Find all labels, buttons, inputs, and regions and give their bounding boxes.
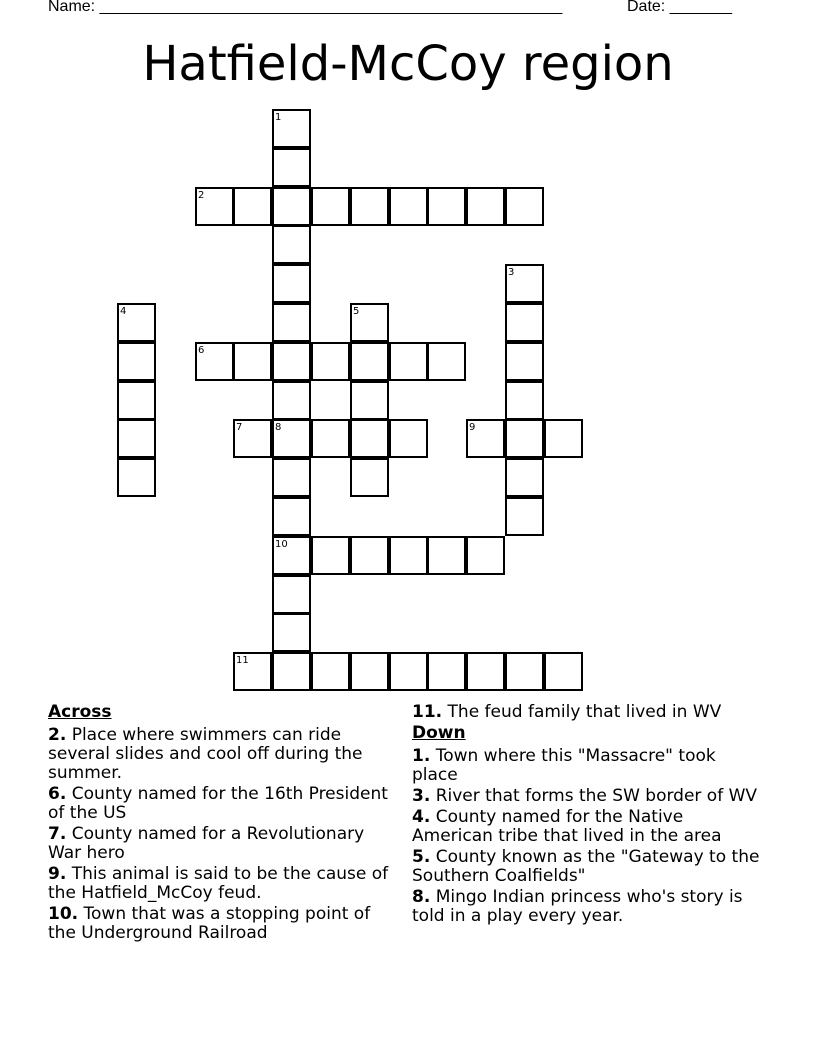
grid-cell[interactable] bbox=[466, 419, 505, 458]
grid-cell[interactable] bbox=[117, 342, 156, 381]
grid-cell[interactable] bbox=[466, 187, 505, 226]
grid-cell[interactable] bbox=[389, 342, 428, 381]
grid-cell[interactable] bbox=[311, 536, 350, 575]
grid-cell[interactable] bbox=[272, 187, 311, 226]
grid-cell[interactable] bbox=[195, 187, 234, 226]
cell-number: 11 bbox=[236, 655, 249, 666]
grid-cell[interactable] bbox=[427, 187, 466, 226]
grid-cell[interactable] bbox=[505, 652, 544, 691]
clue-number: 2. bbox=[48, 725, 67, 745]
clue-text: County known as the "Gateway to the Southern Coalfields" bbox=[412, 847, 760, 886]
grid-cell[interactable] bbox=[117, 419, 156, 458]
grid-cell[interactable] bbox=[233, 652, 272, 691]
grid-cell[interactable] bbox=[505, 497, 544, 536]
grid-cell[interactable] bbox=[350, 536, 389, 575]
clue-text: River that forms the SW border of WV bbox=[435, 786, 758, 806]
clue-text: County named for the 16th President of the US bbox=[48, 784, 388, 823]
clue-down-4 bbox=[412, 808, 762, 846]
grid-cell[interactable] bbox=[505, 342, 544, 381]
clue-text: Mingo Indian princess who's story is told in a play every year. bbox=[412, 887, 743, 926]
grid-cell[interactable] bbox=[272, 497, 311, 536]
clue-across-10 bbox=[48, 905, 393, 943]
grid-cell[interactable] bbox=[272, 148, 311, 187]
grid-cell[interactable] bbox=[233, 419, 272, 458]
cell-number: 8 bbox=[275, 422, 282, 433]
clue-number: 8. bbox=[412, 887, 431, 907]
clue-text: County named for the Native American tribe that lived in the area bbox=[412, 807, 722, 846]
clue-number: 10. bbox=[48, 904, 79, 924]
grid-cell[interactable] bbox=[389, 419, 428, 458]
cell-number: 10 bbox=[275, 539, 288, 550]
grid-cell[interactable] bbox=[466, 652, 505, 691]
grid-cell[interactable] bbox=[311, 652, 350, 691]
grid-cell[interactable] bbox=[272, 652, 311, 691]
grid-cell[interactable] bbox=[117, 303, 156, 342]
clue-across-7 bbox=[48, 825, 393, 863]
clue-number: 4. bbox=[412, 807, 431, 827]
grid-cell[interactable] bbox=[272, 536, 311, 575]
clues-column-right bbox=[412, 703, 762, 928]
grid-cell[interactable] bbox=[389, 652, 428, 691]
grid-cell[interactable] bbox=[311, 342, 350, 381]
clue-text: County named for a Revolutionary War hero bbox=[48, 824, 365, 863]
grid-cell[interactable] bbox=[544, 419, 583, 458]
clue-text: Place where swimmers can ride several slides and cool off during the summer. bbox=[48, 725, 363, 783]
clue-text: Town that was a stopping point of the Underground Railroad bbox=[48, 904, 371, 943]
grid-cell[interactable] bbox=[117, 458, 156, 497]
clue-number: 6. bbox=[48, 784, 67, 804]
cell-number: 4 bbox=[120, 306, 127, 317]
grid-cell[interactable] bbox=[350, 458, 389, 497]
across-heading: Across bbox=[48, 702, 112, 722]
down-heading: Down bbox=[412, 723, 466, 743]
clue-across-9 bbox=[48, 865, 393, 903]
clue-number: 7. bbox=[48, 824, 67, 844]
grid-cell[interactable] bbox=[272, 225, 311, 264]
grid-cell[interactable] bbox=[350, 381, 389, 420]
clue-number: 9. bbox=[48, 864, 67, 884]
grid-cell[interactable] bbox=[117, 381, 156, 420]
clue-text: The feud family that lived in WV bbox=[447, 702, 722, 722]
grid-cell[interactable] bbox=[350, 342, 389, 381]
clue-number: 5. bbox=[412, 847, 431, 867]
cell-number: 9 bbox=[469, 422, 476, 433]
cell-number: 2 bbox=[198, 190, 205, 201]
grid-cell[interactable] bbox=[272, 458, 311, 497]
grid-cell[interactable] bbox=[311, 419, 350, 458]
grid-cell[interactable] bbox=[505, 381, 544, 420]
grid-cell[interactable] bbox=[272, 381, 311, 420]
grid-cell[interactable] bbox=[311, 187, 350, 226]
grid-cell[interactable] bbox=[195, 342, 234, 381]
page-title: Hatfield-McCoy region bbox=[142, 36, 674, 92]
clue-down-8 bbox=[412, 888, 762, 926]
grid-cell[interactable] bbox=[350, 187, 389, 226]
clue-across-2 bbox=[48, 726, 393, 783]
cell-number: 3 bbox=[508, 267, 515, 278]
clue-across-6 bbox=[48, 785, 393, 823]
clue-down-5 bbox=[412, 848, 762, 886]
date-field-label: Date: _______ bbox=[627, 0, 732, 15]
grid-cell[interactable] bbox=[389, 187, 428, 226]
clue-number: 3. bbox=[412, 786, 431, 806]
clue-down-3 bbox=[412, 787, 762, 806]
grid-cell[interactable] bbox=[505, 264, 544, 303]
cell-number: 5 bbox=[353, 306, 360, 317]
grid-cell[interactable] bbox=[505, 187, 544, 226]
clue-text: Town where this "Massacre" took place bbox=[412, 746, 716, 785]
clues-column-left bbox=[48, 703, 393, 945]
grid-cell[interactable] bbox=[272, 109, 311, 148]
grid-cell[interactable] bbox=[466, 536, 505, 575]
grid-cell[interactable] bbox=[233, 342, 272, 381]
clue-across-11 bbox=[412, 703, 762, 722]
grid-cell[interactable] bbox=[505, 303, 544, 342]
grid-cell[interactable] bbox=[233, 187, 272, 226]
grid-cell[interactable] bbox=[350, 419, 389, 458]
grid-cell[interactable] bbox=[272, 575, 311, 614]
clue-text: This animal is said to be the cause of the Hatfield_McCoy feud. bbox=[48, 864, 389, 903]
cell-number: 7 bbox=[236, 422, 243, 433]
cell-number: 1 bbox=[275, 112, 282, 123]
grid-cell[interactable] bbox=[505, 419, 544, 458]
grid-cell[interactable] bbox=[272, 303, 311, 342]
grid-cell[interactable] bbox=[544, 652, 583, 691]
name-field-label: Name: ____________________________________________________ bbox=[48, 0, 563, 15]
clue-number: 11. bbox=[412, 702, 443, 722]
grid-cell[interactable] bbox=[505, 458, 544, 497]
grid-cell[interactable] bbox=[272, 264, 311, 303]
grid-cell[interactable] bbox=[389, 536, 428, 575]
grid-cell[interactable] bbox=[350, 652, 389, 691]
grid-cell[interactable] bbox=[272, 342, 311, 381]
grid-cell[interactable] bbox=[427, 652, 466, 691]
grid-cell[interactable] bbox=[350, 303, 389, 342]
grid-cell[interactable] bbox=[427, 536, 466, 575]
grid-cell[interactable] bbox=[272, 613, 311, 652]
grid-cell[interactable] bbox=[272, 419, 311, 458]
clue-down-1 bbox=[412, 747, 762, 785]
cell-number: 6 bbox=[198, 345, 205, 356]
clue-number: 1. bbox=[412, 746, 431, 766]
grid-cell[interactable] bbox=[427, 342, 466, 381]
